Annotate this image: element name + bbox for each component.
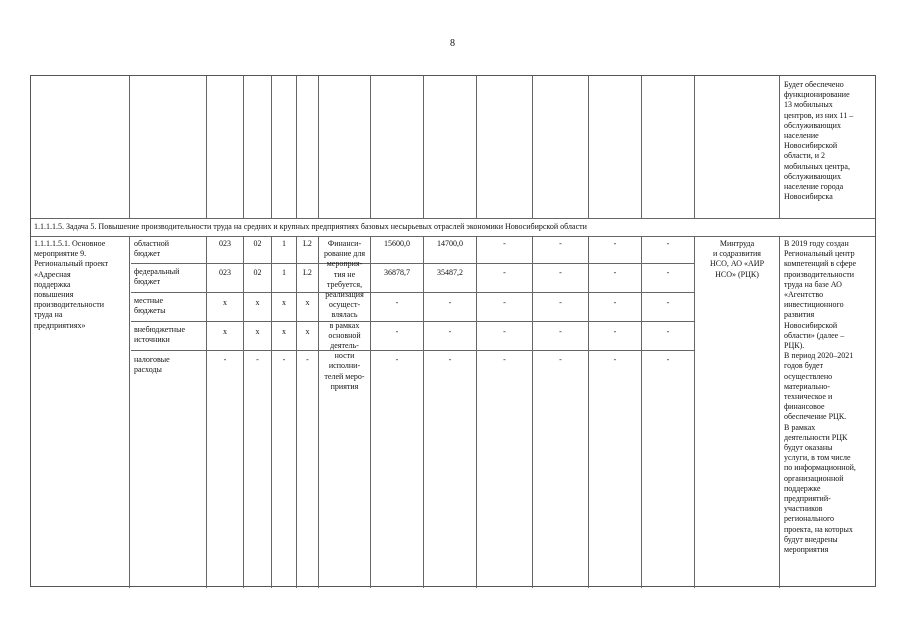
value-cell: - — [559, 298, 562, 307]
gp-cell: x — [255, 327, 260, 336]
value-cell: - — [559, 327, 562, 336]
pgp-cell: - — [282, 355, 286, 364]
col-divider — [370, 236, 371, 588]
value-cell: 14700,0 — [437, 239, 463, 248]
value-cell: - — [613, 268, 617, 277]
col-divider — [532, 76, 533, 218]
gp-cell: 02 — [253, 268, 262, 277]
value-cell: - — [666, 327, 670, 336]
row-divider — [131, 263, 694, 264]
row-divider — [31, 218, 875, 219]
col-divider — [641, 236, 642, 588]
om-cell: L2 — [303, 239, 312, 248]
pgp-cell: 1 — [282, 268, 286, 277]
page-number: 8 — [450, 38, 455, 49]
value-cell: - — [395, 298, 399, 307]
col-divider — [129, 76, 130, 218]
om-cell: x — [305, 327, 310, 336]
value-cell: - — [666, 298, 670, 307]
col-divider — [296, 76, 297, 218]
value-cell: - — [613, 355, 617, 364]
om-cell: x — [305, 298, 310, 307]
col-divider — [271, 236, 272, 588]
col-divider — [532, 236, 533, 588]
col-divider — [476, 236, 477, 588]
gp-cell: - — [256, 355, 259, 364]
row-divider — [131, 321, 694, 322]
col-divider — [271, 76, 272, 218]
source-label: налоговые расходы — [134, 355, 170, 375]
source-label: местные бюджеты — [134, 296, 166, 316]
source-label: областной бюджет — [134, 239, 170, 259]
source-label: внебюджетные источники — [134, 325, 185, 345]
value-cell: - — [503, 327, 506, 336]
program-table — [30, 75, 876, 587]
value-cell: 36878,7 — [384, 268, 410, 277]
value-cell: 15600,0 — [384, 239, 410, 248]
col-divider — [243, 236, 244, 588]
value-cell: - — [503, 298, 506, 307]
col-divider — [206, 76, 207, 218]
gp-cell: x — [255, 298, 260, 307]
value-cell: - — [448, 355, 452, 364]
col-divider — [423, 76, 424, 218]
value-cell: - — [559, 239, 562, 248]
financing-note: Финанси- рование для мероприя- тия не требуется, реализация осущест- влялась в рамках основной деятель- ности исполни- телей меро- приятия — [323, 239, 366, 391]
value-cell: - — [448, 298, 452, 307]
col-divider — [779, 76, 780, 218]
executor: Минтруда и содразвития НСО, АО «АИР НСО» (РЦК) — [709, 239, 765, 279]
col-divider — [243, 76, 244, 218]
event-name: 1.1.1.1.5.1. Основное мероприятие 9. Региональный проект «Адресная поддержка повышения производительности труда на предприятиях» — [34, 239, 109, 330]
row-divider — [131, 350, 694, 351]
gp-cell: 02 — [253, 239, 262, 248]
event-result: В 2019 году создан Региональный центр компетенций в сфере производительности труда на базе АО «Агентство инвестиционного развития Новосибирской области» (далее – РЦК). В период 2020–2021 годов будет осуществлено материально- техническое и финансовое обеспечение РЦК. В рамках деятельности РЦК будут оказаны услуги, в том числе по информационной, организационной поддержке предприятий- участников регионального проекта, на которых будут внедрены мероприятия — [784, 239, 857, 555]
col-divider — [206, 236, 207, 588]
value-cell: - — [666, 268, 670, 277]
col-divider — [694, 236, 695, 588]
col-divider — [423, 236, 424, 588]
pgp-cell: x — [282, 327, 286, 336]
top-result-cell: Будет обеспечено функционирование 13 мобильных центров, из них 11 – обслуживающих население Новосибирской области, и 2 мобильных центра, обслуживающих население города Новосибирска — [784, 80, 854, 202]
grbs-cell: x — [223, 298, 227, 307]
om-cell: - — [306, 355, 309, 364]
row-divider — [131, 292, 694, 293]
col-divider — [588, 76, 589, 218]
row-divider — [31, 236, 875, 237]
value-cell: - — [613, 327, 617, 336]
value-cell: - — [395, 327, 399, 336]
value-cell: - — [395, 355, 399, 364]
value-cell: - — [613, 298, 617, 307]
col-divider — [588, 236, 589, 588]
grbs-cell: x — [223, 327, 227, 336]
col-divider — [296, 236, 297, 588]
value-cell: - — [613, 239, 617, 248]
grbs-cell: - — [223, 355, 227, 364]
col-divider — [318, 76, 319, 218]
grbs-cell: 023 — [219, 268, 231, 277]
col-divider — [694, 76, 695, 218]
col-divider — [476, 76, 477, 218]
col-divider — [779, 236, 780, 588]
task-heading: 1.1.1.1.5. Задача 5. Повышение производительности труда на средних и крупных предприятиях базовых несырьевых отраслей экономики Новосибирской области — [34, 222, 587, 231]
col-divider — [641, 76, 642, 218]
value-cell: - — [559, 355, 562, 364]
col-divider — [370, 76, 371, 218]
value-cell: - — [448, 327, 452, 336]
pgp-cell: 1 — [282, 239, 286, 248]
pgp-cell: x — [282, 298, 286, 307]
value-cell: - — [503, 355, 506, 364]
value-cell: - — [666, 355, 670, 364]
col-divider — [129, 236, 130, 588]
value-cell: - — [666, 239, 670, 248]
value-cell: - — [503, 239, 506, 248]
om-cell: L2 — [303, 268, 312, 277]
value-cell: - — [503, 268, 506, 277]
value-cell: 35487,2 — [437, 268, 463, 277]
source-label: федеральный бюджет — [134, 267, 180, 287]
grbs-cell: 023 — [219, 239, 231, 248]
value-cell: - — [559, 268, 562, 277]
